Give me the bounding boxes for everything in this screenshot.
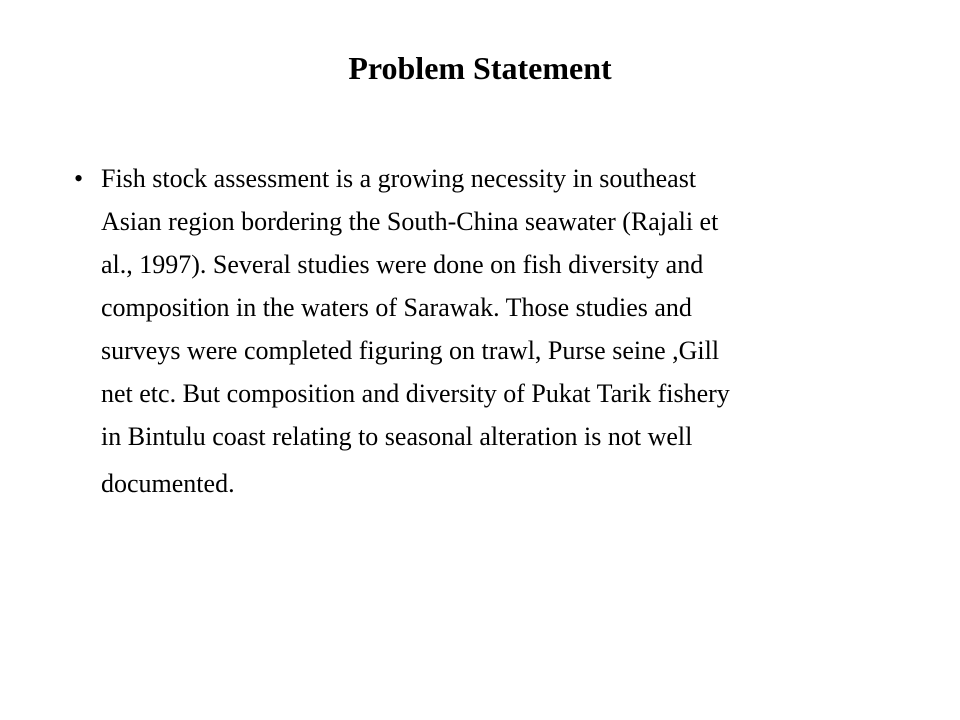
bullet-list: [74, 157, 884, 508]
paragraph-line: Fish stock assessment is a growing necessity in southeast: [101, 164, 697, 193]
bullet-icon: •: [74, 164, 84, 193]
paragraph-line: Asian region bordering the South-China seawater (Rajali et: [101, 207, 719, 236]
paragraph-line: al., 1997). Several studies were done on fish diversity and: [101, 250, 704, 279]
paragraph-line: composition in the waters of Sarawak. Those studies and: [101, 293, 692, 322]
paragraph-line: surveys were completed figuring on trawl, Purse seine ,Gill: [101, 336, 720, 365]
paragraph-line: documented.: [101, 469, 235, 498]
slide-title: Problem Statement: [348, 50, 612, 86]
bullet-item: [74, 157, 884, 508]
paragraph-line: net etc. But composition and diversity of Pukat Tarik fishery: [101, 379, 730, 408]
paragraph-line: in Bintulu coast relating to seasonal alteration is not well: [101, 422, 693, 451]
